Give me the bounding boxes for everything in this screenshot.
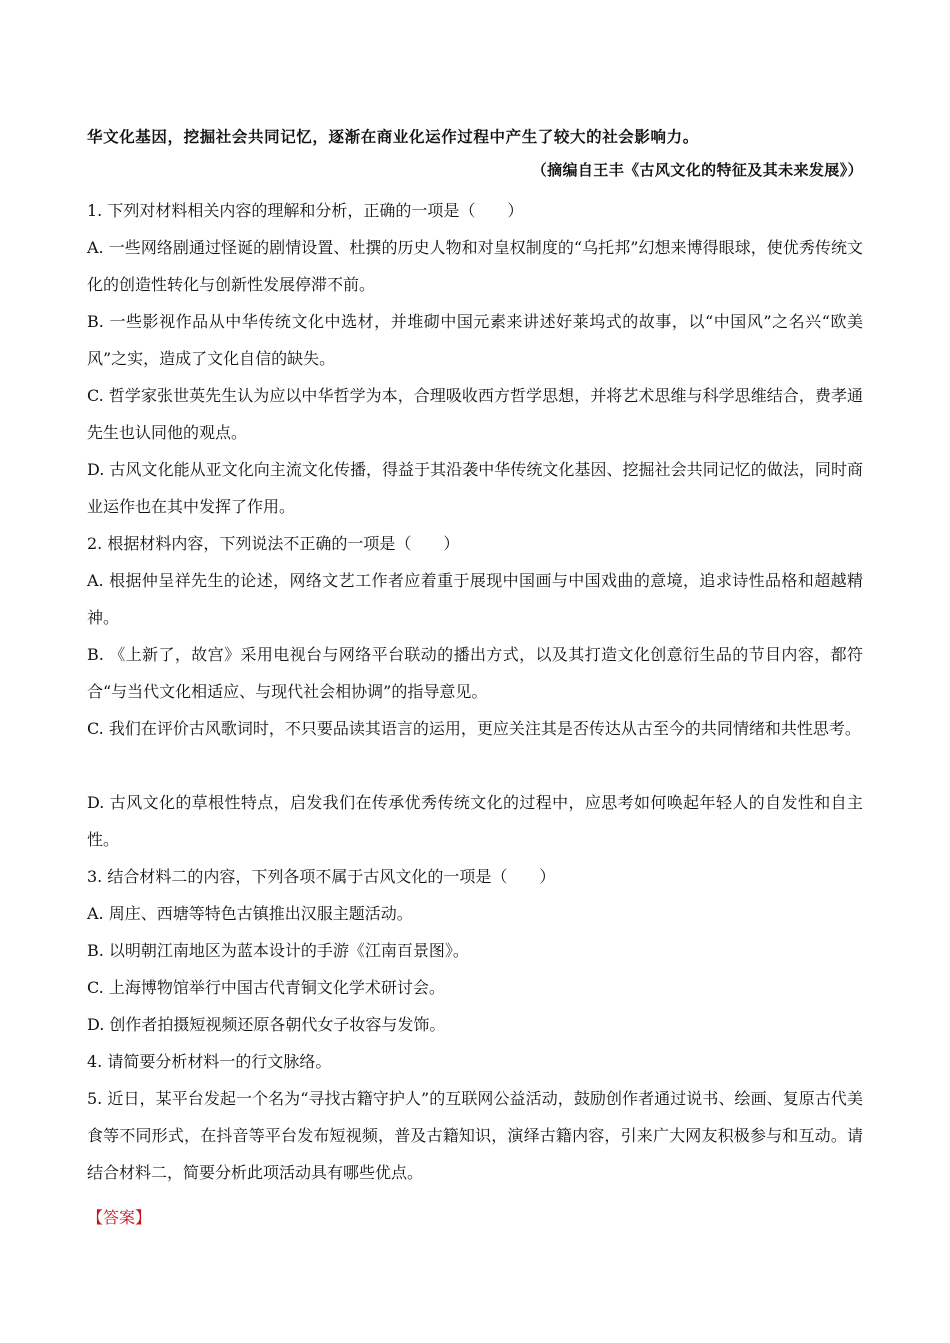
passage-source: （摘编自王丰《古风文化的特征及其未来发展》） bbox=[531, 161, 863, 179]
question-1-option-d: D. 古风文化能从亚文化向主流文化传播，得益于其沿袭中华传统文化基因、挖掘社会共同记忆的做法，同时商业运作也在其中发挥了作用。 bbox=[87, 460, 863, 516]
question-3-stem: 3. 结合材料二的内容，下列各项不属于古风文化的一项是（ ） bbox=[87, 867, 556, 886]
question-4-stem: 4. 请简要分析材料一的行文脉络。 bbox=[87, 1052, 332, 1071]
passage-continued-text: 华文化基因，挖掘社会共同记忆，逐渐在商业化运作过程中产生了较大的社会影响力。 bbox=[87, 127, 699, 146]
question-1-option-b: B. 一些影视作品从中华传统文化中选材，并堆砌中国元素来讲述好莱坞式的故事，以“中国风”之名兴“欧美风”之实，造成了文化自信的缺失。 bbox=[87, 312, 863, 368]
question-3-option-c: C. 上海博物馆举行中国古代青铜文化学术研讨会。 bbox=[87, 978, 445, 997]
question-3-option-a: A. 周庄、西塘等特色古镇推出汉服主题活动。 bbox=[87, 904, 413, 923]
question-2-stem: 2. 根据材料内容，下列说法不正确的一项是（ ） bbox=[87, 534, 460, 553]
question-1-option-c: C. 哲学家张世英先生认为应以中华哲学为本，合理吸收西方哲学思想，并将艺术思维与科学思维结合，费孝通先生也认同他的观点。 bbox=[87, 386, 863, 442]
question-2-option-a: A. 根据仲呈祥先生的论述，网络文艺工作者应着重于展现中国画与中国戏曲的意境，追求诗性品格和超越精神。 bbox=[87, 571, 863, 627]
question-2-option-c: C. 我们在评价古风歌词时，不只要品读其语言的运用，更应关注其是否传达从古至今的共同情绪和共性思考。 bbox=[87, 719, 861, 738]
question-2-option-b: B. 《上新了，故宫》采用电视台与网络平台联动的播出方式，以及其打造文化创意衍生品的节目内容，都符合“与当代文化相适应、与现代社会相协调”的指导意见。 bbox=[87, 645, 863, 701]
answer-label: 【答案】 bbox=[87, 1208, 152, 1227]
question-3-option-d: D. 创作者拍摄短视频还原各朝代女子妆容与发饰。 bbox=[87, 1015, 446, 1034]
question-5-stem: 5. 近日，某平台发起一个名为“寻找古籍守护人”的互联网公益活动，鼓励创作者通过说书、绘画、复原古代美食等不同形式，在抖音等平台发布短视频，普及古籍知识，演绎古籍内容，引来广大网友积极参与和互动。请结合材料二，简要分析此项活动具有哪些优点。 bbox=[87, 1089, 863, 1182]
question-1-option-a: A. 一些网络剧通过怪诞的剧情设置、杜撰的历史人物和对皇权制度的“乌托邦”幻想来博得眼球，使优秀传统文化的创造性转化与创新性发展停滞不前。 bbox=[87, 238, 863, 294]
question-3-option-b: B. 以明朝江南地区为蓝本设计的手游《江南百景图》。 bbox=[87, 941, 469, 960]
question-1-stem: 1. 下列对材料相关内容的理解和分析，正确的一项是（ ） bbox=[87, 201, 524, 220]
question-2-option-d: D. 古风文化的草根性特点，启发我们在传承优秀传统文化的过程中，应思考如何唤起年轻人的自发性和自主性。 bbox=[87, 793, 863, 849]
